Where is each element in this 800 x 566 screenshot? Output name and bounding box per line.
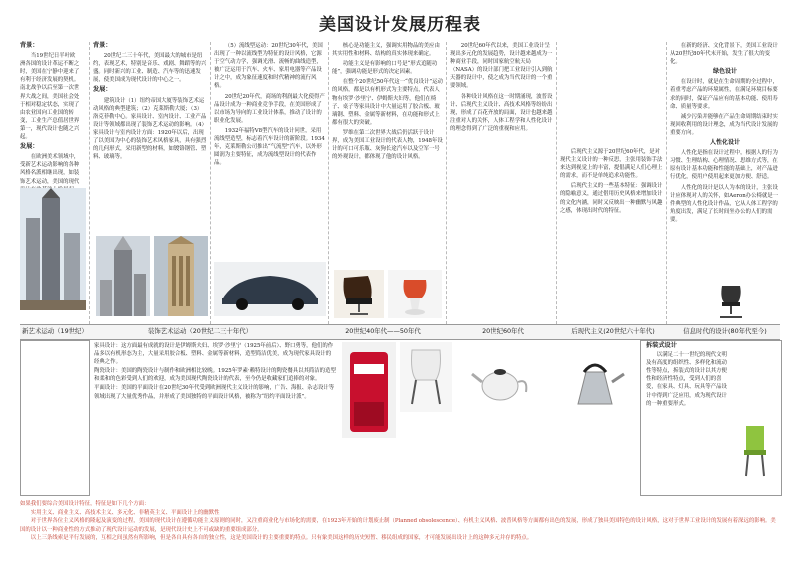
timeline-label-1960s: 20世纪60年代 [482, 327, 524, 335]
knock-down-chair-image [736, 420, 776, 480]
divider-5 [556, 42, 557, 324]
col4-functionalism-text: 核心是功能主义，强调实用物品的美应由其实用性和材料、结构的真实体现来确定。 [332, 43, 440, 58]
art-nouveau-building-image [20, 188, 86, 310]
timeline-label-information-age: 信息时代的设计(80年代至今) [683, 327, 767, 335]
eames-lounge-chair-image [334, 270, 384, 318]
plastic-chair-image [400, 342, 452, 412]
col7-heading-humanized-design: 人性化设计 [709, 139, 740, 147]
art-deco-skyscraper-image [96, 236, 150, 316]
column-art-nouveau [20, 42, 80, 185]
col3-commerce-text: 20世纪20年代，商场的利润最大化使得产品设计成为一种商业竞争手段，在美国形成了以市场为导向的工业设计体系，推动了设计的职业化发展。 [214, 93, 325, 124]
page-title: 美国设计发展历程表 [319, 15, 481, 35]
col1-heading-background: 背景： [20, 42, 39, 49]
knock-down-text: 以满足二十一世纪的现代文明及有高度的组织性、多样化和流动性等特点，拆装式的设计以其方便性和经济性特点，受到人们的喜爱，在家具、灯具、玩具等产品设计中得到广泛应用，成为现代设计的一种重要形式。 [646, 352, 727, 407]
knock-down-design [646, 342, 730, 409]
column-information-age [670, 42, 780, 282]
column-postmodern [560, 148, 664, 324]
divider-1 [89, 42, 90, 324]
column-1940s-1950s [332, 42, 444, 270]
column-art-deco [93, 42, 207, 230]
summary-development: 对于世界各位主义风格的隆起及演变的过程，美国的现代设计在遵循功能主义原则的同时，又注重商业化与市场化的需要，在1923年开始的计划废止制（Planned obsolescence）、有机主义风格、波普风格等方面都有出色的发展，形成了独具美国特色的设计风格，这对于世界工业设计的发展有着深远的影响。美国的设计以一种商业性的方式推动了现代设计运动的发展，是现代设计史上不可或缺的重要组成部分。 [20, 518, 776, 533]
timeline-label-1940s-1950s: 20世纪40年代——50年代 [345, 327, 421, 335]
divider-4 [446, 42, 447, 324]
col1-development-text: 在欧洲美术领域中，受新艺术运动影响的各种风格名派相继出现，如装饰艺术运动，美国的现代 [20, 154, 80, 185]
col7-aeron-text: 人性化的设计是以人为本的设计，主张设计应体现对人的关怀，如Aeron办公椅就是一件典型的人性化设计作品，它从人体工程学的角度出发，满足了长时间坐办公的人们的需要。 [670, 184, 779, 223]
col5-nasa-text: 20世纪60年代以来，美国工业设计呈现出多元化的发展趋势，设计越来越成为一种商业手段，同时国家航空航天局（NASA）的设计部门把工业设计引入到航天器的设计中，使之成为当代设计的一个重要领域。 [450, 43, 553, 90]
aeron-chair-image [708, 282, 754, 322]
col7-humanized-text: 人性化是指在设计过程中，根据人的行为习惯、生理结构、心理情况、思维方式等，在原有设计基本功能和性能的基础上，对产品进行优化，使用户使用起来更加方便、舒适。 [670, 150, 778, 181]
col3-automobile-text: 1932年福特V8型汽车的设计问世，采用流线型造型，标志着汽车设计的新阶段。1934年，克莱斯勒公司推出“气流型”汽车，以外形圆润为主要特征，成为流线型设计的代表作品。 [214, 127, 325, 167]
column-1960s [450, 42, 554, 312]
timeline-label-art-nouveau: 新艺术运动（19世纪） [22, 327, 88, 335]
timeline-label-art-deco: 装饰艺术运动（20世纪二三十年代） [148, 327, 252, 335]
col7-green-design-text: 在设计时，就是在生命周期的全过程中，着重考虑产品的环境属性，在满足环境目标要求的同时，保证产品应有的基本功能、使用寿命、质量等要求。 [670, 79, 778, 110]
col4-loewy-text: 罗维在第二次世界大战后仍活跃于设计界，成为美国工业设计的代表人物，1948年设计的可口可乐瓶、灰狗长途汽车以及空军一号的外观设计，都体现了他的设计风格。 [332, 129, 443, 161]
tulip-chair-image [388, 270, 442, 318]
col1-background-text: 当19世纪日半叶欧洲各国的设计革运不断之时，美国在宁静中迎来了有利于经济发展的契机。南北战争以后至第一次世界大战之间，美国社会处于相对稳定状态，实现了由农业国向工业国的转变，工业生产总值居世界第一，现代设计也随之兴起。 [20, 53, 80, 141]
kettle-image [560, 354, 630, 414]
col2-development-text: 建筑设计（1）纽约帝国大厦等装饰艺术运动风格的典型建筑；（2）克莱斯勒大厦；（3）洛克菲勒中心。家具设计、室内设计、工业产品设计等领域都出现了装饰艺术运动的影响。（4）家具设计与室内设计方面：1920年以后，出现了以美国为中心的装饰艺术风格家具，具有强烈的几何形式，采用新型的材料，如镀铬钢管、塑料、玻璃等。 [93, 97, 207, 161]
col6-postmodern-text: 后现代主义源于20世纪60年代，是对现代主义设计的一种反思，主张用装饰手法来达到视觉上的丰富，提倡满足人们心理上的需求，而不是单纯追求功能性。 [560, 149, 663, 180]
col7-heading-green-design: 绿色设计 [712, 68, 737, 76]
lower-left-box [20, 340, 90, 496]
divider-6 [666, 42, 667, 324]
coca-cola-cooler-image [342, 342, 396, 438]
ceramic-design-text: 陶瓷设计：美国的陶瓷设计与制作和欧洲相比较晚。1925年罗素·赖特设计的陶瓷餐具以其简洁的造型和柔和的色彩受到人们的欢迎，成为美国现代陶瓷设计的代表，至今仍是收藏家们追捧的对象。 [94, 368, 336, 383]
col2-heading-development: 发展： [93, 86, 112, 94]
lower-design-fields [94, 342, 336, 402]
summary-features: 实用主义、商业主义、高技术主义、多元化、非精英主义、平面设计上的幽默性 [30, 509, 220, 516]
art-deco-building-image [154, 236, 208, 316]
summary-section [20, 500, 780, 543]
divider-3 [328, 42, 329, 324]
timeline-label-postmodern: 后现代主义(20世纪六十年代) [571, 327, 655, 335]
col4-good-design-text: 在整个20世纪50年代这一“优良设计”运动的风格，都是以有机形式为主要特点，代表人物有埃罗·沙里宁、伊姆斯夫妇等，他们在椅子、桌子等家具设计中大量运用了胶合板、玻璃钢、塑料、金属等新材料，在功能和形式上都有很大的突破。 [332, 79, 443, 126]
divider-2 [210, 42, 211, 324]
col7-intro-text: 在新的经济、文化背景下，美国工业设计从20世纪80年代末开始，发生了很大的变化。 [670, 43, 778, 66]
col2-heading-background: 背景： [93, 42, 112, 49]
column-streamline [214, 42, 326, 258]
col3-streamline-text: （5）流线型运动：20世纪30年代，美国出现了一种以流线型为特征的设计风格，它源于空气动力学，强调光滑、流畅的曲线造型，被广泛运用于汽车、火车、家用电器等产品设计之中，成为象征速度和时代精神的流行风格。 [214, 43, 323, 90]
furniture-design-text: 家具设计：这方面最有成就的设计是伊姆斯夫妇、埃罗·沙里宁（1925年前后）、野口勇等，他们的作品多以有机形态为主，大量采用胶合板、塑料、金属等新材料，造型简洁优美，成为现代家具设计的经典之作。 [94, 343, 334, 366]
summary-conclusion: 以上三条线索是平行发展的，互相之间虽然有所影响，但是各自具有各自的独立性，这是美国设计的主要重要的特点。只有象美国这样的历史短暂、移民组成的国家，才可能发展出设计上的这种多元并存的特点。 [30, 535, 533, 542]
col2-background-text: 20世纪二三十年代，美国最大的城市是纽约，表现艺术，特别是音乐、戏剧、舞蹈等的兴盛。同时新兴的工业、制造、汽车等的迅速发展，使美国成为现代设计的中心之一。 [93, 53, 207, 84]
graphic-design-text: 平面设计：美国的平面设计在20世纪30年代受到欧洲现代主义设计的影响，广告、海报、杂志设计等领域出现了大量优秀作品，并形成了美国独特的平面设计风格，被称为“纽约平面设计派”。 [94, 385, 335, 400]
ceramic-teapot-image [470, 352, 530, 408]
summary-heading: 如果我们要综合美国设计特征，特征是如下几个方面： [20, 501, 150, 507]
col4-slogan-text: 功能主义是有影响的口号是“形式追随功能”，强调功能是形式的决定因素。 [332, 61, 438, 76]
streamline-car-image [214, 262, 326, 316]
col6-features-text: 后现代主义的一些基本特征：强调设计的隐喻意义，通过借用历史风格来增加设计的文化内涵，同时又反映出一种幽默与风趣之感，体现出时代的特征。 [560, 183, 663, 214]
col1-heading-development: 发展： [20, 143, 39, 151]
timeline-bar [20, 324, 780, 340]
knock-down-heading: 拆装式设计 [646, 342, 677, 349]
col5-pluralism-text: 各种设计风格在这一时期涌现，波普设计、后现代主义设计、高技术风格等纷纷出现，形成了百花齐放的局面，设计也越来越注重对人的关怀，人体工程学和人性化设计的理念得到了广泛的重视和应用。 [450, 93, 553, 132]
col7-recycling-text: 减少污染并能够在产品生命周期结束时实现回收利用的设计理念，成为当代设计发展的重要方向。 [670, 113, 778, 136]
